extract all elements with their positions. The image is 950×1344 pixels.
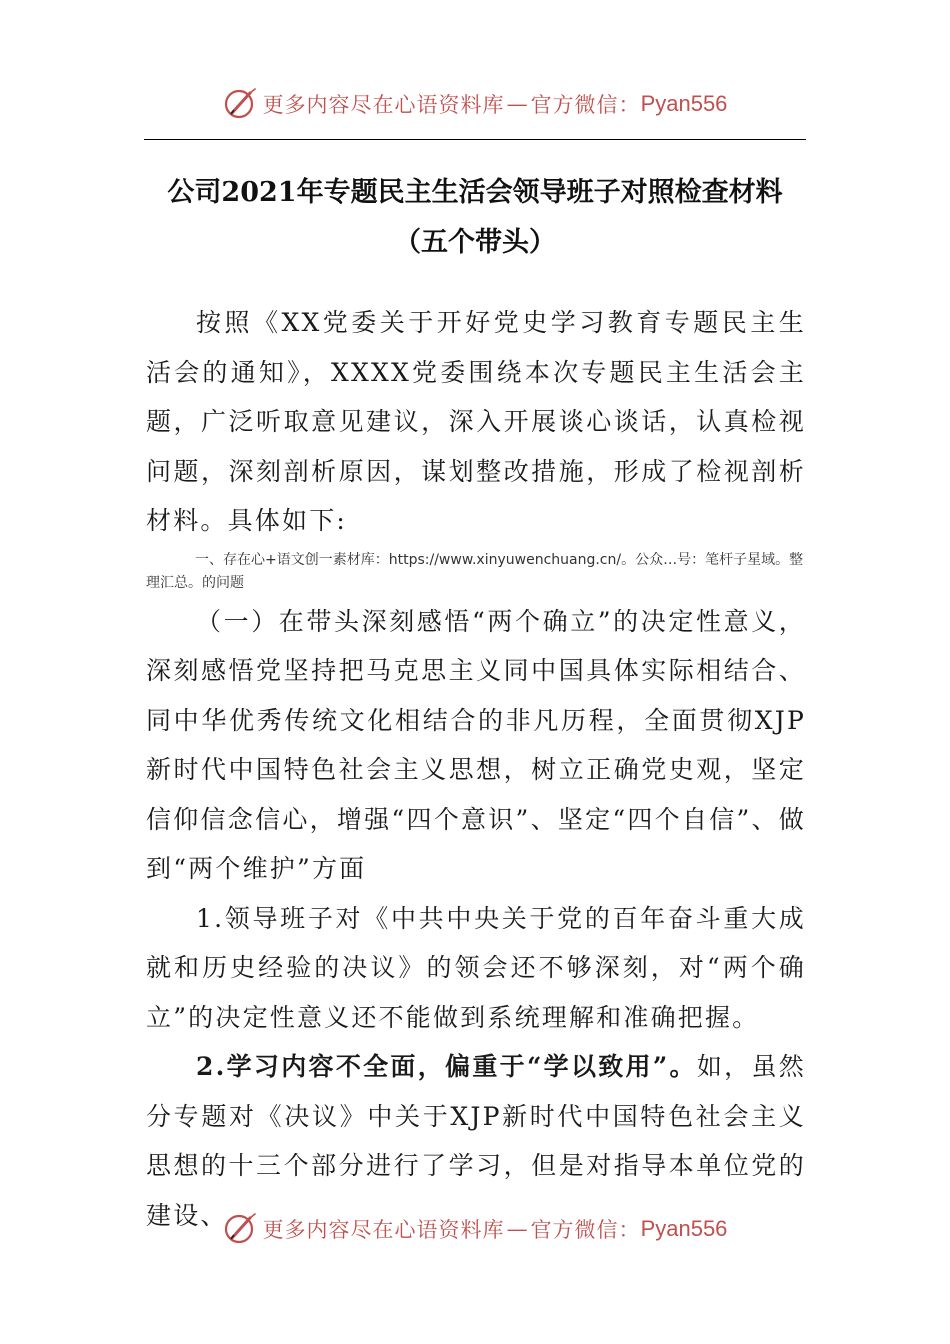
document-body	[146, 298, 806, 1240]
header-rule	[144, 139, 806, 140]
section-heading-1: （一）在带头深刻感悟“两个确立”的决定性意义，深刻感悟党坚持把马克思主义同中国具体实际相结合、同中华优秀传统文化相结合的非凡历程，全面贯彻XJP新时代中国特色社会主义思想，树立正确党史观，坚定信仰信念信心，增强“四个意识”、坚定“四个自信”、做到“两个维护”方面	[146, 606, 806, 883]
source-note: 一、存在心+语文创一素材库：https://www.xinyuwenchuang.cn/。公众…号：笔杆子星域。整理汇总。的问题	[146, 551, 804, 591]
item-2-text: 如，虽然分专题对《决议》中关于XJP新时代中国特色社会主义思想的十三个部分进行了学习，但是对指导本单位党的建设、	[146, 1052, 806, 1230]
header-wechat-id: Pyan556	[640, 91, 728, 116]
footer-wechat-id: Pyan556	[640, 1216, 728, 1241]
footer-wechat-label: 官方微信：	[530, 1218, 641, 1242]
footer-watermark	[0, 1209, 950, 1249]
intro-paragraph: 按照《XX党委关于开好党史学习教育专题民主生活会的通知》，XXXX党委围绕本次专题民主生活会主题，广泛听取意见建议，深入开展谈心谈话，认真检视问题，深刻剖析原因，谋划整改措施，形成了检视剖析材料。具体如下:	[146, 308, 806, 535]
header-watermark	[0, 84, 950, 124]
header-brand-text: 更多内容尽在心语资料库	[262, 93, 505, 117]
header-wechat-label: 官方微信：	[530, 93, 641, 117]
header-separator: —	[506, 92, 529, 116]
footer-brand-text: 更多内容尽在心语资料库	[262, 1218, 505, 1242]
footer-separator: —	[506, 1217, 529, 1241]
pen-logo-icon	[223, 1211, 259, 1247]
document-title: 公司2021年专题民主生活会领导班子对照检查材料（五个带头）	[167, 177, 783, 258]
item-2-bold: 2.学习内容不全面，偏重于“学以致用”。	[196, 1052, 697, 1081]
pen-logo-icon	[223, 86, 259, 122]
item-1: 1.领导班子对《中共中央关于党的百年奋斗重大成就和历史经验的决议》的领会还不够深刻，对“两个确立”的决定性意义还不能做到系统理解和准确把握。	[146, 903, 806, 1032]
